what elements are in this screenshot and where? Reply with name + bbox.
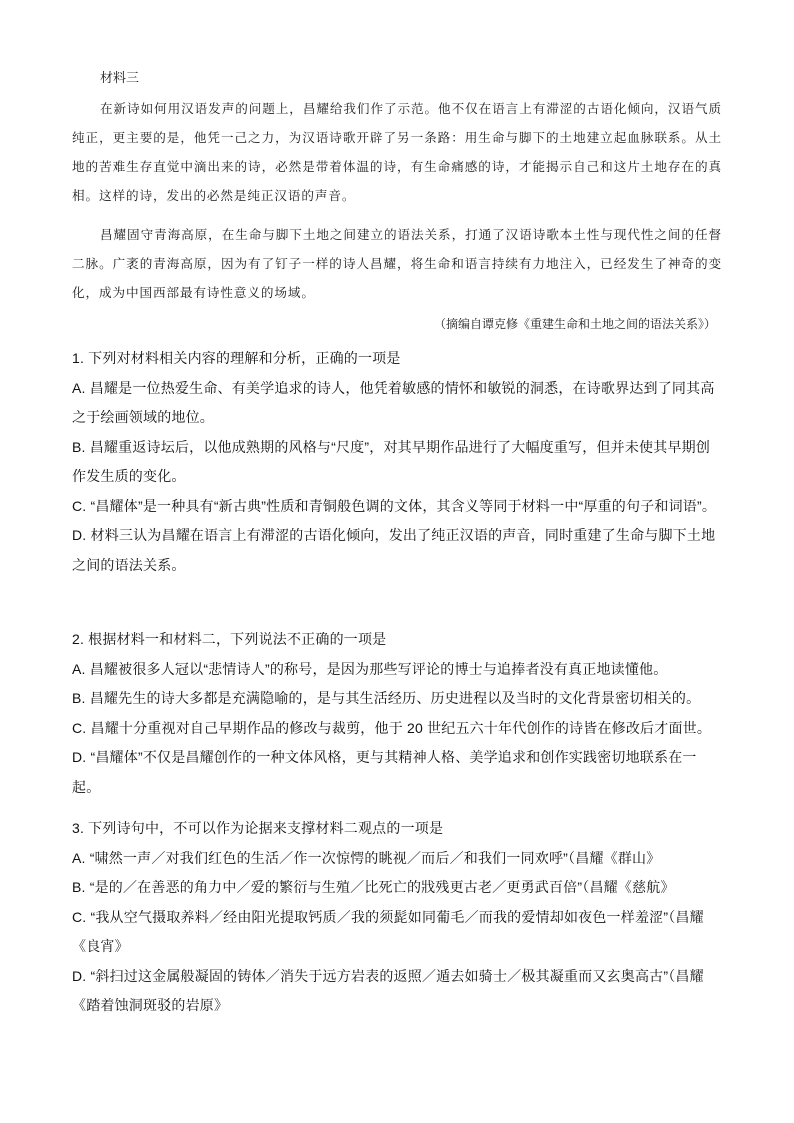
option-c: C. “昌耀体”是一种具有“新古典”性质和青铜般色调的文体，其含义等同于材料一中“厚重的句子和词语”。 (72, 497, 717, 514)
option-a: A. 昌耀是一位热爱生命、有美学追求的诗人，他凭着敏感的情怀和敏锐的洞悉，在诗歌界达到了同其高之于绘画领域的地位。 (72, 379, 715, 425)
option-b: B. “是的／在善恶的角力中／爱的繁衍与生殖／比死亡的戕残更古老／更勇武百倍”（昌耀《慈航》 (72, 879, 675, 895)
material-source: （摘编自谭克修《重建生命和土地之间的语法关系》） (433, 317, 716, 331)
question-stem: 1. 下列对材料相关内容的理解和分析，正确的一项是 (72, 350, 401, 366)
option-c: C. 昌耀十分重视对自己早期作品的修改与裁剪，他于 20 世纪五六十年代创作的诗皆在修改后才面世。 (72, 719, 712, 736)
question-3 (72, 814, 722, 1021)
option-d: D. “昌耀体”不仅是昌耀创作的一种文体风格，更与其精神人格、美学追求和创作实践密切地联系在一起。 (72, 749, 697, 795)
question-2 (72, 625, 722, 802)
question-stem: 3. 下列诗句中，不可以作为论据来支撑材料二观点的一项是 (72, 820, 444, 836)
material-title: 材料三 (100, 71, 140, 86)
option-a: A. 昌耀被很多人冠以“悲情诗人”的称号，是因为那些写评论的博士与追捧者没有真正地读懂他。 (72, 660, 668, 677)
question-stem: 2. 根据材料一和材料二，下列说法不正确的一项是 (72, 631, 387, 647)
question-1 (72, 344, 722, 580)
option-a: A. “啸然一声／对我们红色的生活／作一次惊愕的眺视／而后／和我们一同欢呼”（昌耀《群山》 (72, 849, 661, 866)
option-d: D. “斜扫过这金属般凝固的铸体／消失于远方岩表的返照／遁去如骑士／极其凝重而又玄奥高古”（昌耀《踏着蚀洞斑驳的岩原》 (72, 967, 704, 1013)
material-paragraph-1: 在新诗如何用汉语发声的问题上，昌耀给我们作了示范。他不仅在语言上有滞涩的古语化倾向，汉语气质纯正，更主要的是，他凭一己之力，为汉语诗歌开辟了另一条路：用生命与脚下的土地建立起血脉联系。从土地的苦难生存直觉中滴出来的诗，必然是带着体温的诗，有生命痛感的诗，才能揭示自己和这片土地存在的真相。这样的诗，发出的必然是纯正汉语的声音。 (72, 101, 722, 203)
option-d: D. 材料三认为昌耀在语言上有滞涩的古语化倾向，发出了纯正汉语的声音，同时重建了生命与脚下土地之间的语法关系。 (72, 527, 716, 573)
option-b: B. 昌耀重返诗坛后，以他成熟期的风格与“尺度”，对其早期作品进行了大幅度重写，但并未使其早期创作发生质的变化。 (72, 438, 711, 484)
option-b: B. 昌耀先生的诗大多都是充满隐喻的，是与其生活经历、历史进程以及当时的文化背景密切相关的。 (72, 690, 701, 706)
material-paragraph-2: 昌耀固守青海高原，在生命与脚下土地之间建立的语法关系，打通了汉语诗歌本土性与现代性之间的任督二脉。广袤的青海高原，因为有了钉子一样的诗人昌耀，将生命和语言持续有力地注入，已经发生了神奇的变化，成为中国西部最有诗性意义的场域。 (72, 227, 722, 300)
option-c: C. “我从空气摄取养料／经由阳光提取钙质／我的须髭如同葡毛／而我的爱情却如夜色一样羞涩”（昌耀《良宵》 (72, 908, 704, 954)
